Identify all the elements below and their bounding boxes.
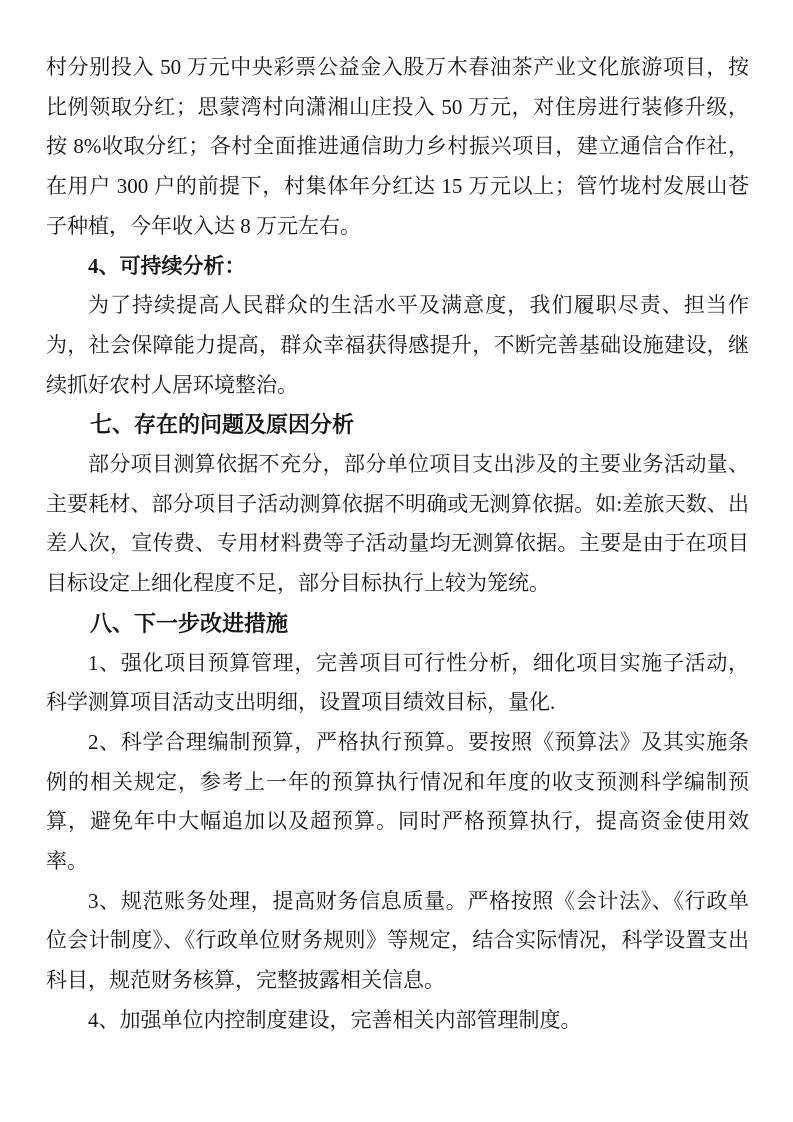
heading-next-step-measures: 八、下一步改进措施 bbox=[90, 610, 289, 636]
heading-problems-and-causes: 七、存在的问题及原因分析 bbox=[90, 412, 355, 438]
paragraph-measure-4: 4、加强单位内控制度建设，完善相关内部管理制度。 bbox=[88, 1007, 582, 1032]
paragraph-measure-2: 2、科学合理编制预算，严格执行预算。要按照《预算法》及其实施条例的相关规定，参考上一年的预算执行情况和年度的收支预测科学编制预算，避免年中大幅追加以及超预算。同时严格预算执行，提高资金使用效率。 bbox=[46, 729, 749, 874]
paragraph-sustainability-body: 为了持续提高人民群众的生活水平及满意度，我们履职尽责、担当作为，社会保障能力提高，群众幸福获得感提升，不断完善基础设施建设，继续抓好农村人居环境整治。 bbox=[46, 293, 749, 397]
paragraph-problems-body: 部分项目测算依据不充分，部分单位项目支出涉及的主要业务活动量、主要耗材、部分项目子活动测算依据不明确或无测算依据。如:差旅天数、出差人次，宣传费、专用材料费等子活动量均无测算依据。主要是由于在项目目标设定上细化程度不足，部分目标执行上较为笼统。 bbox=[46, 452, 749, 596]
paragraph-measure-3: 3、规范账务处理，提高财务信息质量。严格按照《会计法》、《行政单位会计制度》、《行政单位财务规则》等规定，结合实际情况，科学设置支出科目，规范财务核算，完整披露相关信息。 bbox=[46, 888, 749, 993]
heading-sustainability-analysis: 4、可持续分析： bbox=[88, 253, 246, 278]
paragraph-measure-1: 1、强化项目预算管理，完善项目可行性分析，细化项目实施子活动，科学测算项目活动支出明细，设置项目绩效目标，量化. bbox=[46, 650, 749, 715]
document-content bbox=[46, 48, 749, 1041]
paragraph-village-investment: 村分别投入 50 万元中央彩票公益金入股万木春油茶产业文化旅游项目，按比例领取分红；思蒙湾村向潇湘山庄投入 50 万元，对住房进行装修升级，按 8%收取分红；各村全面推进通信助力乡村振兴项目，建立通信合作社，在用户 300 户的前提下，村集体年分红达 15 万元以上；管竹垅村发展山苍子种植，今年收入达 8 万元左右。 bbox=[46, 55, 749, 238]
